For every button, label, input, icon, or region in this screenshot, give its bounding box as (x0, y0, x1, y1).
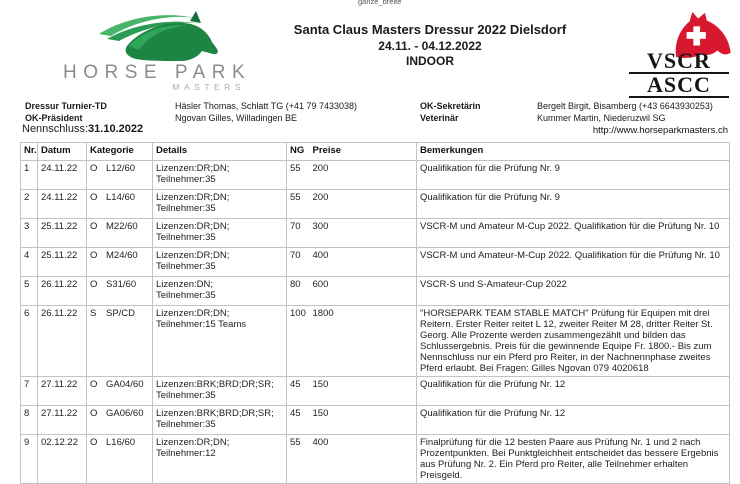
col-header-ng: NG (287, 143, 310, 161)
cell-details (153, 277, 287, 306)
officials-block (25, 101, 728, 124)
kategorie-code: L14/60 (106, 192, 136, 203)
official-label: OK-Präsident (25, 112, 83, 123)
table-row (21, 277, 730, 306)
events-table (20, 142, 730, 484)
cell-ng: 70 (287, 248, 310, 277)
cell-datum: 26.11.22 (38, 277, 87, 306)
cell-details (153, 435, 287, 484)
cell-details (153, 306, 287, 377)
table-header-row (21, 143, 730, 161)
cell-datum: 27.11.22 (38, 377, 87, 406)
cell-nr: 7 (21, 377, 38, 406)
cell-details (153, 219, 287, 248)
cell-preise: 300 (310, 219, 417, 248)
event-title: Santa Claus Masters Dressur 2022 Dielsdorf (293, 22, 567, 37)
cell-datum: 24.11.22 (38, 190, 87, 219)
kategorie-typ: O (90, 279, 98, 290)
kategorie-typ: O (90, 192, 98, 203)
cell-kategorie (87, 219, 153, 248)
details-teilnehmer: Teilnehmer:12 (156, 448, 216, 459)
cell-kategorie (87, 190, 153, 219)
events-table-body (21, 161, 730, 484)
details-lizenzen: Lizenzen:DR;DN; (156, 250, 230, 261)
cell-ng: 55 (287, 435, 310, 484)
cell-bemerkungen: Qualifikation für die Prüfung Nr. 9 (417, 190, 730, 219)
cell-preise: 200 (310, 161, 417, 190)
cell-details (153, 406, 287, 435)
kategorie-typ: O (90, 221, 98, 232)
cell-ng: 80 (287, 277, 310, 306)
details-teilnehmer: Teilnehmer:35 (156, 419, 216, 430)
official-label: Dressur Turnier-TD (25, 101, 107, 111)
details-lizenzen: Lizenzen:DR;DN; (156, 192, 230, 203)
cell-bemerkungen: VSCR-S und S-Amateur-Cup 2022 (417, 277, 730, 306)
cell-preise: 1800 (310, 306, 417, 377)
kategorie-code: SP/CD (106, 308, 136, 319)
nennschluss-label: Nennschluss: (22, 123, 89, 135)
details-teilnehmer: Teilnehmer:15 Teams (156, 319, 247, 330)
cell-datum: 26.11.22 (38, 306, 87, 377)
kategorie-code: L12/60 (106, 163, 136, 174)
details-teilnehmer: Teilnehmer:35 (156, 174, 216, 185)
details-lizenzen: Lizenzen:BRK;BRD;DR;SR; (156, 379, 274, 390)
table-row (21, 161, 730, 190)
details-lizenzen: Lizenzen:DR;DN; (156, 221, 230, 232)
kategorie-typ: O (90, 379, 98, 390)
table-row (21, 435, 730, 484)
cell-nr: 2 (21, 190, 38, 219)
kategorie-typ: O (90, 408, 98, 419)
cell-preise: 400 (310, 435, 417, 484)
cell-bemerkungen: VSCR-M und Amateur-M-Cup 2022. Qualifikation für die Prüfung Nr. 10 (417, 248, 730, 277)
vscr-ascc-wordmark (629, 50, 729, 98)
kategorie-code: S31/60 (106, 279, 137, 290)
table-row (21, 306, 730, 377)
cell-details (153, 248, 287, 277)
col-header-nr: Nr. (21, 143, 38, 161)
cell-preise: 600 (310, 277, 417, 306)
green-horse-head-icon (97, 10, 229, 66)
cell-ng: 45 (287, 377, 310, 406)
table-row (21, 406, 730, 435)
details-teilnehmer: Teilnehmer:35 (156, 261, 216, 272)
cell-bemerkungen: Finalprüfung für die 12 besten Paare aus Prüfung Nr. 1 und 2 nach Prozentpunkten. Bei Punktgleichheit entscheidet das bessere Ergebnis aus Prüfung Nr. 2. Ein Pferd pro Reiter, alle Teilnehmer erhalten Preisgeld. (417, 435, 730, 484)
cell-bemerkungen: VSCR-M und Amateur M-Cup 2022. Qualifikation für die Prüfung Nr. 10 (417, 219, 730, 248)
col-header-datum: Datum (38, 143, 87, 161)
cell-datum: 25.11.22 (38, 248, 87, 277)
cell-preise: 400 (310, 248, 417, 277)
details-lizenzen: Lizenzen:DR;DN; (156, 163, 230, 174)
cell-datum: 24.11.22 (38, 161, 87, 190)
cell-details (153, 190, 287, 219)
kategorie-code: L16/60 (106, 437, 136, 448)
details-lizenzen: Lizenzen:DR;DN; (156, 308, 230, 319)
cell-nr: 1 (21, 161, 38, 190)
cell-datum: 27.11.22 (38, 406, 87, 435)
official-value: Ngovan Gilles, Willadingen BE (175, 112, 298, 123)
cell-bemerkungen: "HORSEPARK TEAM STABLE MATCH" Prüfung für Equipen mit drei Reitern. Erster Reiter reitet L 12, zweiter Reiter M 28, dritter Reiter St. Georg. Alle Prozente werden zusammengezählt und bilden das Schlussergebnis. Preis für die gewinnende Equipe Fr. 1800.- Bis zum Nennschluss nur ein Pferd pro Reiter, in der Nachnennphase zweites Pferd erlaubt. Bei Fragen: Gilles Ngovan 079 4020618 (417, 306, 730, 377)
officials-row-1 (25, 101, 728, 113)
kategorie-code: GA04/60 (106, 379, 144, 390)
website-link[interactable]: http://www.horseparkmasters.ch (592, 125, 728, 136)
cell-datum: 02.12.22 (38, 435, 87, 484)
cell-preise: 200 (310, 190, 417, 219)
event-venue: INDOOR (406, 54, 454, 68)
cell-bemerkungen: Qualifikation für die Prüfung Nr. 12 (417, 377, 730, 406)
kategorie-typ: O (90, 163, 98, 174)
cell-nr: 4 (21, 248, 38, 277)
nennschluss-line (22, 123, 143, 135)
cell-preise: 150 (310, 406, 417, 435)
table-row (21, 190, 730, 219)
details-teilnehmer: Teilnehmer:35 (156, 203, 216, 214)
cell-nr: 6 (21, 306, 38, 377)
vscr-text: VSCR (629, 50, 729, 74)
cell-ng: 45 (287, 406, 310, 435)
horsepark-masters-text: MASTERS (172, 82, 245, 92)
cell-ng: 70 (287, 219, 310, 248)
cell-nr: 3 (21, 219, 38, 248)
cell-preise: 150 (310, 377, 417, 406)
kategorie-typ: S (90, 308, 97, 319)
page-top-label: ganze_breite (358, 0, 402, 6)
cell-kategorie (87, 248, 153, 277)
kategorie-typ: O (90, 437, 98, 448)
cell-nr: 5 (21, 277, 38, 306)
cell-ng: 100 (287, 306, 310, 377)
details-teilnehmer: Teilnehmer:35 (156, 390, 216, 401)
cell-details (153, 377, 287, 406)
kategorie-typ: O (90, 250, 98, 261)
cell-nr: 8 (21, 406, 38, 435)
official-value: Kummer Martin, Niederuzwil SG (537, 112, 666, 123)
cell-nr: 9 (21, 435, 38, 484)
official-value: Häsler Thomas, Schlatt TG (+41 79 7433038) (175, 101, 358, 111)
details-teilnehmer: Teilnehmer:35 (156, 232, 216, 243)
cell-ng: 55 (287, 190, 310, 219)
col-header-bemerkungen: Bemerkungen (417, 143, 730, 161)
col-header-details: Details (153, 143, 287, 161)
vscr-ascc-logo (629, 8, 735, 100)
table-row (21, 377, 730, 406)
event-title-block (255, 22, 605, 69)
details-lizenzen: Lizenzen:BRK;BRD;DR;SR; (156, 408, 274, 419)
col-header-preise: Preise (310, 143, 417, 161)
cell-details (153, 161, 287, 190)
official-label: OK-Sekretärin (420, 101, 481, 111)
details-lizenzen: Lizenzen:DN; (156, 279, 214, 290)
horsepark-logo (55, 6, 255, 96)
details-lizenzen: Lizenzen:DR;DN; (156, 437, 230, 448)
cell-datum: 25.11.22 (38, 219, 87, 248)
table-row (21, 219, 730, 248)
cell-kategorie (87, 277, 153, 306)
cell-kategorie (87, 161, 153, 190)
details-teilnehmer: Teilnehmer:35 (156, 290, 216, 301)
official-value: Bergelt Birgit, Bisamberg (+43 6643930253) (537, 101, 713, 111)
cell-kategorie (87, 377, 153, 406)
kategorie-code: M24/60 (106, 250, 138, 261)
horsepark-wordmark: HORSE PARK (63, 62, 252, 83)
nennschluss-date: 31.10.2022 (88, 123, 144, 135)
cell-kategorie (87, 406, 153, 435)
cell-bemerkungen: Qualifikation für die Prüfung Nr. 9 (417, 161, 730, 190)
col-header-kategorie: Kategorie (87, 143, 153, 161)
kategorie-code: GA06/60 (106, 408, 144, 419)
cell-kategorie (87, 435, 153, 484)
kategorie-code: M22/60 (106, 221, 138, 232)
cell-bemerkungen: Qualifikation für die Prüfung Nr. 12 (417, 406, 730, 435)
official-label: Veterinär (420, 112, 459, 123)
event-dates: 24.11. - 04.12.2022 (378, 39, 482, 53)
ascc-text: ASCC (629, 74, 729, 98)
table-row (21, 248, 730, 277)
cell-ng: 55 (287, 161, 310, 190)
cell-kategorie (87, 306, 153, 377)
